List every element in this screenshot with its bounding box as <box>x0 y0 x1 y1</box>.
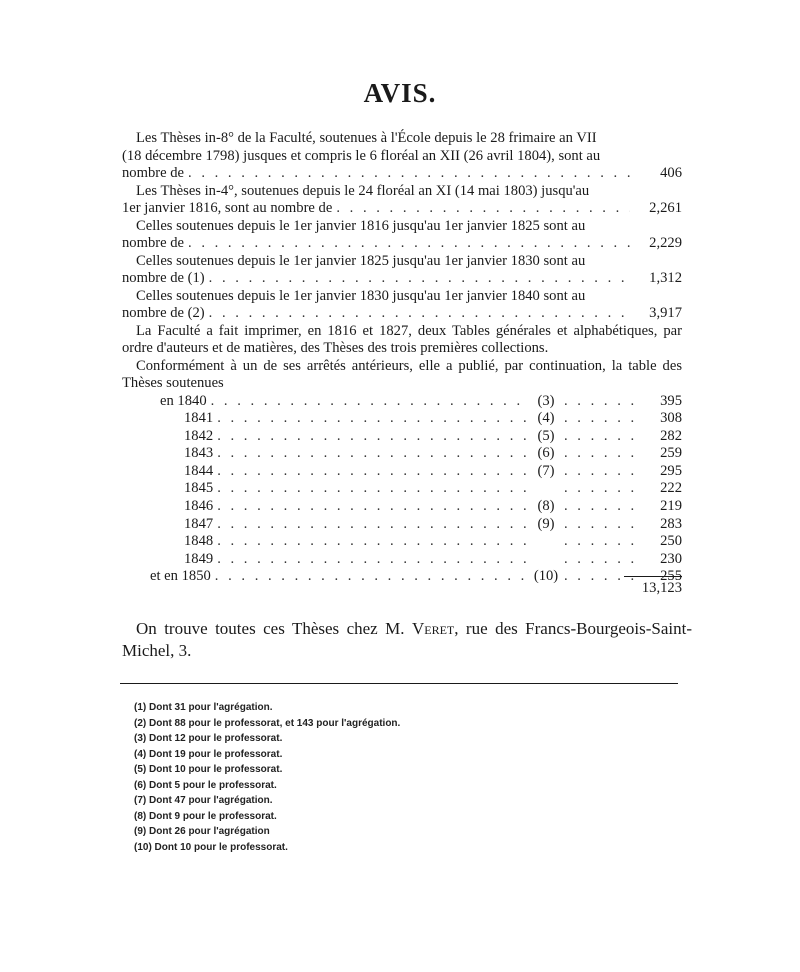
footnote-ref: (3) <box>537 392 555 409</box>
leader-dots <box>217 480 526 498</box>
year-value: 395 <box>660 392 682 409</box>
year-row <box>122 428 682 446</box>
footnote: (2) Dont 88 pour le professorat, et 143 pour l'agrégation. <box>134 717 401 729</box>
year-row <box>122 516 682 534</box>
count-value: 2,229 <box>649 235 682 251</box>
paragraph-line: (18 décembre 1798) jusques et compris le 6 floréal an XII (26 avril 1804), sont au <box>122 147 601 164</box>
footnote-ref: (9) <box>537 515 555 532</box>
footnote-divider <box>120 683 678 684</box>
year-value: 283 <box>660 515 682 532</box>
year-label: 1848 <box>184 533 214 550</box>
leader-dots <box>336 200 630 218</box>
paragraph-line: Les Thèses in-8° de la Faculté, soutenues à l'École depuis le 28 frimaire an VII <box>136 130 597 146</box>
year-row <box>122 480 682 498</box>
footnote-ref: (6) <box>537 445 555 462</box>
year-label: 1843 <box>184 445 214 462</box>
footnote: (5) Dont 10 pour le professorat. <box>134 764 283 775</box>
leader-dots <box>217 445 526 463</box>
notice-name: Veret <box>411 619 455 638</box>
count-label: 1er janvier 1816, sont au nombre de <box>122 200 333 216</box>
year-row <box>122 410 682 428</box>
footnote: (4) Dont 19 pour le professorat. <box>134 748 283 760</box>
year-label: 1841 <box>184 410 214 427</box>
paragraph-line: Celles soutenues depuis le 1er janvier 1825 jusqu'au 1er janvier 1830 sont au <box>136 252 586 269</box>
count-label: nombre de <box>122 165 185 181</box>
leader-dots <box>217 410 526 428</box>
count-value: 2,261 <box>649 200 682 216</box>
count-line <box>122 270 682 288</box>
year-row <box>122 463 682 481</box>
footnote: (3) Dont 12 pour le professorat. <box>134 733 283 744</box>
leader-dots <box>564 428 634 446</box>
year-label: 1849 <box>184 550 214 567</box>
footnote: (7) Dont 47 pour l'agrégation. <box>134 795 273 806</box>
paragraph-in8 <box>122 130 682 183</box>
leader-dots <box>564 463 634 481</box>
footnotes <box>134 700 400 855</box>
footnote-ref: (4) <box>537 410 555 427</box>
notice-text-after: , rue des Francs-Bourgeois-Saint-Michel, 3. <box>122 619 692 660</box>
year-value: 230 <box>660 550 682 567</box>
year-label: 1847 <box>184 515 214 532</box>
year-row <box>122 498 682 516</box>
count-line <box>122 305 682 323</box>
availability-notice <box>122 618 692 662</box>
footnote-ref: (5) <box>537 427 555 444</box>
footnote: (1) Dont 31 pour l'agrégation. <box>134 702 273 713</box>
footnote-ref: (8) <box>537 498 555 515</box>
year-value: 259 <box>660 445 682 462</box>
total-rule <box>624 576 682 577</box>
footnote: (9) Dont 26 pour l'agrégation <box>134 826 270 837</box>
year-row <box>122 445 682 463</box>
leader-dots <box>209 305 630 323</box>
year-label: et en 1850 <box>150 568 211 585</box>
count-label: nombre de (1) <box>122 270 205 286</box>
year-value: 250 <box>660 533 682 550</box>
grand-total: 13,123 <box>641 580 682 596</box>
leader-dots <box>217 516 526 534</box>
year-label: 1845 <box>184 480 214 497</box>
footnote: (8) Dont 9 pour le professorat. <box>134 810 277 822</box>
theses-counts-section <box>122 130 682 586</box>
leader-dots <box>209 270 630 288</box>
leader-dots <box>564 533 634 551</box>
year-row <box>122 551 682 569</box>
year-value: 308 <box>660 410 682 427</box>
leader-dots <box>564 393 634 411</box>
year-label: en 1840 <box>160 392 207 409</box>
paragraph-1816-1825 <box>122 218 682 253</box>
leader-dots <box>564 498 634 516</box>
paragraph-line: Celles soutenues depuis le 1er janvier 1816 jusqu'au 1er janvier 1825 sont au <box>136 217 586 234</box>
leader-dots <box>564 445 634 463</box>
year-value: 222 <box>660 480 682 497</box>
paragraph-1830-1840 <box>122 288 682 323</box>
notice-text-before: On trouve toutes ces Thèses chez M. <box>136 619 405 638</box>
year-row <box>122 533 682 551</box>
page-title: AVIS. <box>363 78 437 108</box>
year-value: 295 <box>660 462 682 479</box>
year-row <box>122 393 682 411</box>
leader-dots <box>217 533 526 551</box>
leader-dots <box>564 551 634 569</box>
paragraph-1825-1830 <box>122 253 682 288</box>
footnote: (10) Dont 10 pour le professorat. <box>134 841 288 853</box>
leader-dots <box>188 165 630 183</box>
year-label: 1842 <box>184 427 214 444</box>
count-value: 1,312 <box>649 270 682 286</box>
count-value: 406 <box>660 165 682 181</box>
count-line <box>122 200 682 218</box>
footnote-ref: (10) <box>533 568 559 585</box>
year-row <box>122 568 682 586</box>
paragraph-in4 <box>122 183 682 218</box>
count-label: nombre de <box>122 235 185 251</box>
count-value: 3,917 <box>649 305 682 321</box>
tables-paragraph: La Faculté a fait imprimer, en 1816 et 1827, deux Tables générales et alphabétiques, par ordre d'auteurs et de matières, des Thèses des trois premières collections. <box>122 322 682 356</box>
yearly-table <box>122 393 682 587</box>
footnote: (6) Dont 5 pour le professorat. <box>134 779 277 791</box>
year-value: 219 <box>660 498 682 515</box>
count-line <box>122 165 682 183</box>
year-label: 1846 <box>184 498 214 515</box>
leader-dots <box>564 410 634 428</box>
leader-dots <box>564 516 634 534</box>
leader-dots <box>217 428 526 446</box>
leader-dots <box>215 568 526 586</box>
paragraph-line: Celles soutenues depuis le 1er janvier 1830 jusqu'au 1er janvier 1840 sont au <box>136 287 586 304</box>
leader-dots <box>217 463 526 481</box>
paragraph-line: Les Thèses in-4°, soutenues depuis le 24 floréal an XI (14 mai 1803) jusqu'au <box>136 182 590 199</box>
footnote-ref: (7) <box>537 462 555 479</box>
continuation-paragraph: Conformément à un de ses arrêtés antérieurs, elle a publié, par continuation, la table des Thèses soutenues <box>122 357 682 391</box>
leader-dots <box>217 551 526 569</box>
count-line <box>122 235 682 253</box>
leader-dots <box>217 498 526 516</box>
year-label: 1844 <box>184 462 214 479</box>
leader-dots <box>564 480 634 498</box>
count-label: nombre de (2) <box>122 305 205 321</box>
leader-dots <box>188 235 630 253</box>
leader-dots <box>211 393 526 411</box>
year-value: 255 <box>660 568 682 585</box>
year-value: 282 <box>660 427 682 444</box>
